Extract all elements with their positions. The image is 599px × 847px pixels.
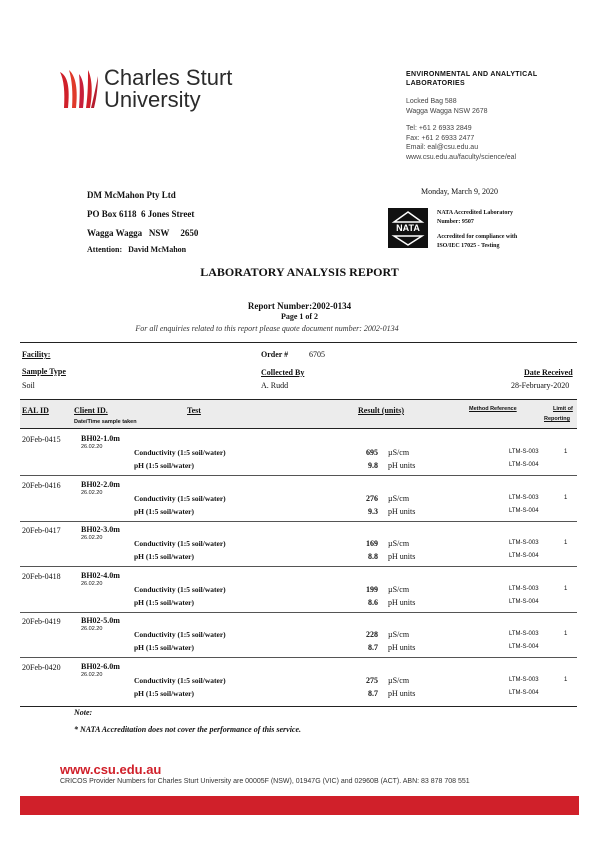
result-test: pH (1:5 soil/water) [134, 643, 194, 652]
header-date-time: Date/Time sample taken [74, 419, 137, 425]
result-test: Conductivity (1:5 soil/water) [134, 675, 226, 685]
result-unit: µS/cm [388, 448, 410, 457]
report-enquiry: For all enquiries related to this report please quote document number: 2002-0134 [135, 324, 399, 333]
report-number: Report Number:2002-0134 [247, 301, 352, 311]
nata-compliance-2: ISO/IEC 17025 - Testing [437, 243, 500, 249]
lab-address-1: Locked Bag 588 [406, 98, 457, 105]
sample-date: 26.02.20 [81, 671, 103, 678]
sample-eal-id: 20Feb-0417 [22, 526, 61, 535]
sample-type-label: Sample Type [22, 367, 66, 376]
sample-block [20, 568, 577, 613]
header-result: Result (units) [358, 406, 405, 415]
sample-block [20, 477, 577, 522]
result-row [20, 461, 577, 474]
result-value: 9.3 [368, 506, 378, 516]
sample-client-id: BH02-3.0m [81, 525, 120, 534]
result-unit: µS/cm [388, 539, 410, 548]
result-test: pH (1:5 soil/water) [134, 552, 194, 561]
header-test: Test [187, 406, 201, 415]
sample-client-id: BH02-1.0m [81, 434, 120, 443]
result-method: LTM-S-003 [509, 540, 539, 546]
result-row [20, 507, 577, 520]
footer-cricos: CRICOS Provider Numbers for Charles Sturt University are 00005F (NSW), 01947G (VIC) and 02960B (ACT). ABN: 83 878 708 551 [60, 778, 470, 785]
header-limit-1: Limit of [553, 406, 573, 412]
result-unit: pH units [388, 688, 416, 698]
sample-block [20, 659, 577, 704]
sample-eal-id: 20Feb-0420 [22, 662, 61, 672]
report-date: Monday, March 9, 2020 [421, 187, 499, 196]
result-limit: 1 [564, 676, 568, 683]
sample-eal-id: 20Feb-0419 [22, 617, 61, 626]
lab-address-block [406, 70, 586, 162]
footer-red-band [20, 796, 579, 815]
sample-block [20, 431, 577, 476]
result-row [20, 552, 577, 565]
result-unit: pH units [388, 597, 416, 607]
lab-fax: Fax: +61 2 6933 2477 [406, 134, 475, 142]
sample-date: 26.02.20 [81, 535, 103, 541]
nata-badge [388, 208, 428, 248]
csu-logo-icon [58, 68, 100, 110]
sample-block [20, 522, 577, 567]
sample-date: 26.02.20 [81, 626, 103, 632]
result-unit: µS/cm [388, 493, 410, 503]
note-text: * NATA Accreditation does not cover the performance of this service. [74, 725, 302, 734]
result-test: Conductivity (1:5 soil/water) [134, 539, 226, 548]
result-row [20, 676, 577, 689]
sample-client-id: BH02-4.0m [81, 570, 120, 580]
result-limit: 1 [564, 540, 568, 546]
footer-url[interactable]: www.csu.edu.au [60, 762, 162, 777]
collected-by-label: Collected By [261, 368, 305, 377]
facility-label: Facility: [22, 350, 51, 359]
result-row [20, 585, 577, 598]
order-label: Order # [261, 350, 289, 359]
sample-client-id: BH02-5.0m [81, 616, 120, 625]
nata-compliance-1: Accredited for compliance with [437, 234, 518, 240]
sample-date: 26.02.20 [81, 489, 103, 496]
client-attention: Attention: David McMahon [87, 245, 187, 254]
header-method: Method Reference [469, 406, 517, 412]
result-value: 276 [366, 493, 378, 503]
header-limit-2: Reporting [544, 416, 570, 422]
lab-email[interactable]: Email: eal@csu.edu.au [406, 144, 479, 151]
date-received-value: 28-February-2020 [511, 381, 570, 390]
order-value: 6705 [309, 350, 325, 359]
client-address-2: Wagga Wagga NSW 2650 [87, 228, 199, 238]
result-method: LTM-S-004 [509, 598, 539, 605]
result-test: Conductivity (1:5 soil/water) [134, 630, 226, 639]
lab-tel: Tel: +61 2 6933 2849 [406, 125, 472, 132]
result-test: pH (1:5 soil/water) [134, 688, 194, 698]
result-value: 228 [366, 630, 378, 639]
result-limit: 1 [564, 494, 568, 501]
logo-line2: University [104, 87, 201, 112]
date-received-label: Date Received [524, 368, 573, 377]
sample-eal-id: 20Feb-0416 [22, 480, 61, 490]
result-value: 8.6 [368, 597, 378, 607]
lab-title-2: LABORATORIES [406, 80, 465, 87]
result-value: 9.8 [368, 461, 378, 470]
result-value: 199 [366, 584, 378, 594]
sample-eal-id: 20Feb-0415 [22, 435, 61, 444]
result-unit: pH units [388, 552, 416, 561]
result-test: Conductivity (1:5 soil/water) [134, 448, 226, 457]
result-limit: 1 [564, 585, 568, 592]
result-method: LTM-S-004 [509, 689, 539, 696]
result-test: Conductivity (1:5 soil/water) [134, 493, 226, 503]
result-unit: pH units [388, 506, 416, 516]
report-page: Page 1 of 2 [280, 312, 319, 321]
result-value: 695 [366, 448, 378, 457]
lab-title-1: ENVIRONMENTAL AND ANALYTICAL [406, 71, 538, 78]
lab-address-2: Wagga Wagga NSW 2678 [406, 107, 488, 115]
result-test: pH (1:5 soil/water) [134, 461, 194, 470]
result-value: 169 [366, 539, 378, 548]
result-method: LTM-S-004 [509, 553, 539, 559]
nata-info [437, 209, 517, 251]
result-row [20, 539, 577, 552]
client-address-1: PO Box 6118 6 Jones Street [87, 209, 195, 219]
lab-website[interactable]: www.csu.edu.au/faculty/science/eal [406, 153, 517, 161]
sample-client-id: BH02-6.0m [81, 661, 120, 671]
result-unit: µS/cm [388, 584, 410, 594]
result-value: 275 [366, 675, 378, 685]
result-unit: pH units [388, 461, 416, 470]
result-unit: µS/cm [388, 675, 410, 685]
result-row [20, 689, 577, 702]
sample-date: 26.02.20 [81, 444, 103, 450]
header-client-id: Client ID. [74, 406, 108, 415]
result-method: LTM-S-003 [509, 449, 539, 455]
result-method: LTM-S-004 [509, 462, 539, 468]
logo-line1: Charles Sturt [104, 65, 233, 90]
result-method: LTM-S-003 [509, 494, 539, 501]
result-method: LTM-S-003 [509, 585, 539, 592]
result-limit: 1 [564, 449, 568, 455]
client-address [87, 186, 198, 257]
nata-badge-text: NATA [396, 223, 420, 233]
result-test: pH (1:5 soil/water) [134, 597, 194, 607]
result-value: 8.7 [368, 643, 378, 652]
client-name: DM McMahon Pty Ltd [87, 190, 176, 200]
result-method: LTM-S-003 [509, 631, 539, 637]
result-row [20, 494, 577, 507]
sample-date: 26.02.20 [81, 580, 103, 587]
sample-client-id: BH02-2.0m [81, 479, 120, 489]
result-row [20, 598, 577, 611]
result-unit: µS/cm [388, 630, 410, 639]
result-limit: 1 [564, 631, 568, 637]
result-row [20, 643, 577, 656]
sample-type-value: Soil [22, 381, 35, 390]
result-value: 8.7 [368, 688, 378, 698]
nata-number: Number: 9507 [437, 219, 474, 225]
result-method: LTM-S-003 [509, 676, 539, 683]
nata-accredited: NATA Accredited Laboratory [437, 210, 513, 216]
sample-block [20, 613, 577, 658]
result-test: Conductivity (1:5 soil/water) [134, 584, 226, 594]
result-value: 8.8 [368, 552, 378, 561]
result-method: LTM-S-004 [509, 644, 539, 650]
note-label: Note: [74, 708, 93, 717]
result-test: pH (1:5 soil/water) [134, 506, 194, 516]
report-title: LABORATORY ANALYSIS REPORT [200, 265, 399, 279]
result-row [20, 448, 577, 461]
result-row [20, 630, 577, 643]
sample-eal-id: 20Feb-0418 [22, 571, 61, 581]
result-unit: pH units [388, 643, 416, 652]
header-eal-id: EAL ID [22, 406, 49, 415]
collected-by-value: A. Rudd [261, 381, 289, 390]
result-method: LTM-S-004 [509, 507, 539, 514]
